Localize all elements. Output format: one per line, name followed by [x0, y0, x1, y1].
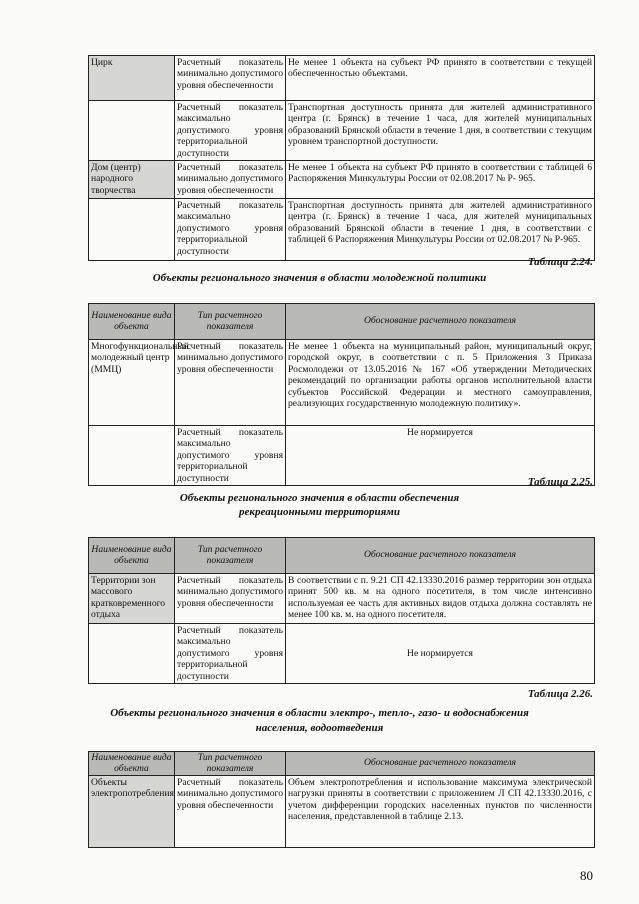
header-basis: Обоснование расчетного показателя: [286, 538, 595, 574]
object-cell: [89, 101, 175, 161]
table-row: [89, 161, 595, 199]
header-object: Наименование вида объекта: [89, 538, 175, 574]
table-header-row: [89, 304, 595, 340]
table-caption-line1: Объекты регионального значения в области электро-, тепло-, газо- и водоснабжения: [110, 707, 529, 719]
object-cell: [89, 624, 175, 684]
type-cell: Расчетный показатель максимально допустимого уровня территориальной доступности: [175, 624, 286, 684]
header-type: Тип расчетного показателя: [175, 752, 286, 776]
table-row: [89, 624, 595, 684]
table-caption-line1: Объекты регионального значения в области обеспечения: [179, 492, 460, 504]
type-cell: Расчетный показатель минимально допустимого уровня обеспеченности: [175, 161, 286, 199]
table-youth-policy: [88, 303, 595, 486]
header-type: Тип расчетного показателя: [175, 538, 286, 574]
basis-cell: Объем электропотребления и использование максимума электрической нагрузки приняты в соответствии с приложением Л СП 42.13330.2016, с учетом дифференции городских населенных пунктов по численности населения, представленной в таблице 2.13.: [286, 776, 595, 848]
header-basis: Обоснование расчетного показателя: [286, 304, 595, 340]
type-cell: Расчетный показатель минимально допустимого уровня обеспеченности: [175, 776, 286, 848]
object-cell: Многофункциональный молодежный центр (ММЦ): [89, 340, 175, 426]
object-cell: Цирк: [89, 56, 175, 101]
table-number: Таблица 2.25.: [527, 476, 593, 488]
table-recreation: [88, 537, 595, 684]
object-cell: Территории зон массового кратковременного отдыха: [89, 574, 175, 624]
table-caption-line2: рекреационными территориями: [239, 506, 400, 518]
table-row: [89, 199, 595, 261]
page-number: 80: [580, 868, 593, 883]
type-cell: Расчетный показатель максимально допустимого уровня территориальной доступности: [175, 426, 286, 486]
object-cell: [89, 199, 175, 261]
basis-cell: Не нормируется: [286, 624, 595, 684]
header-object: Наименование вида объекта: [89, 752, 175, 776]
table-caption: Объекты регионального значения в области молодежной политики: [152, 272, 487, 284]
type-cell: Расчетный показатель максимально допустимого уровня территориальной доступности: [175, 101, 286, 161]
basis-cell: В соответствии с п. 9.21 СП 42.13330.2016 размер территории зон отдыха принят 500 кв. м на одного посетителя, в том числе интенсивно используемая ее часть для активных видов отдыха должна составлять не менее 100 кв. м. на одного посетителя.: [286, 574, 595, 624]
table-row: [89, 574, 595, 624]
header-basis: Обоснование расчетного показателя: [286, 752, 595, 776]
basis-cell: Транспортная доступность принята для жителей административного центра (г. Брянск) в течение 1 часа, для жителей муниципальных образований Брянской области в течение 1 дня, в соответствии с таблицей 6 Распоряжения Минкультуры России от 02.08.2017 № Р-965.: [286, 199, 595, 261]
table-culture-continued: [88, 55, 595, 261]
table-number: Таблица 2.26.: [527, 688, 593, 700]
table-row: [89, 101, 595, 161]
basis-cell: Не менее 1 объекта на субъект РФ принято в соответствии с текущей обеспеченностью объектами.: [286, 56, 595, 101]
table-row: [89, 426, 595, 486]
table-number: Таблица 2.24.: [527, 256, 593, 268]
type-cell: Расчетный показатель минимально допустимого уровня обеспеченности: [175, 56, 286, 101]
table-caption-line2: населения, водоотведения: [255, 722, 384, 734]
table-utilities: [88, 751, 595, 848]
basis-cell: Не нормируется: [286, 426, 595, 486]
basis-cell: Не менее 1 объекта на субъект РФ принято в соответствии с таблицей 6 Распоряжения Минкультуры России от 02.08.2017 № Р- 965.: [286, 161, 595, 199]
table-header-row: [89, 538, 595, 574]
object-cell: Объекты электропотребления: [89, 776, 175, 848]
table-header-row: [89, 752, 595, 776]
type-cell: Расчетный показатель максимально допустимого уровня территориальной доступности: [175, 199, 286, 261]
type-cell: Расчетный показатель минимально допустимого уровня обеспеченности: [175, 574, 286, 624]
table-row: [89, 56, 595, 101]
table-row: [89, 340, 595, 426]
type-cell: Расчетный показатель минимально допустимого уровня обеспеченности: [175, 340, 286, 426]
object-cell: Дом (центр) народного творчества: [89, 161, 175, 199]
basis-cell: Транспортная доступность принята для жителей административного центра (г. Брянск) в течение 1 часа, для жителей муниципальных образований Брянской области в течение 1 дня, в соответствии с текущим уровнем транспортной доступности.: [286, 101, 595, 161]
basis-cell: Не менее 1 объекта на муниципальный район, муниципальный округ, городской округ, в соответствии с п. 5 Приложения 3 Приказа Росмолодежи от 13.05.2016 № 167 «Об утверждении Методических рекомендаций по организации работы органов исполнительной власти субъектов Российской Федерации и местного самоуправления, реализующих государственную молодежную политику».: [286, 340, 595, 426]
header-object: Наименование вида объекта: [89, 304, 175, 340]
table-row: [89, 776, 595, 848]
header-type: Тип расчетного показателя: [175, 304, 286, 340]
object-cell: [89, 426, 175, 486]
